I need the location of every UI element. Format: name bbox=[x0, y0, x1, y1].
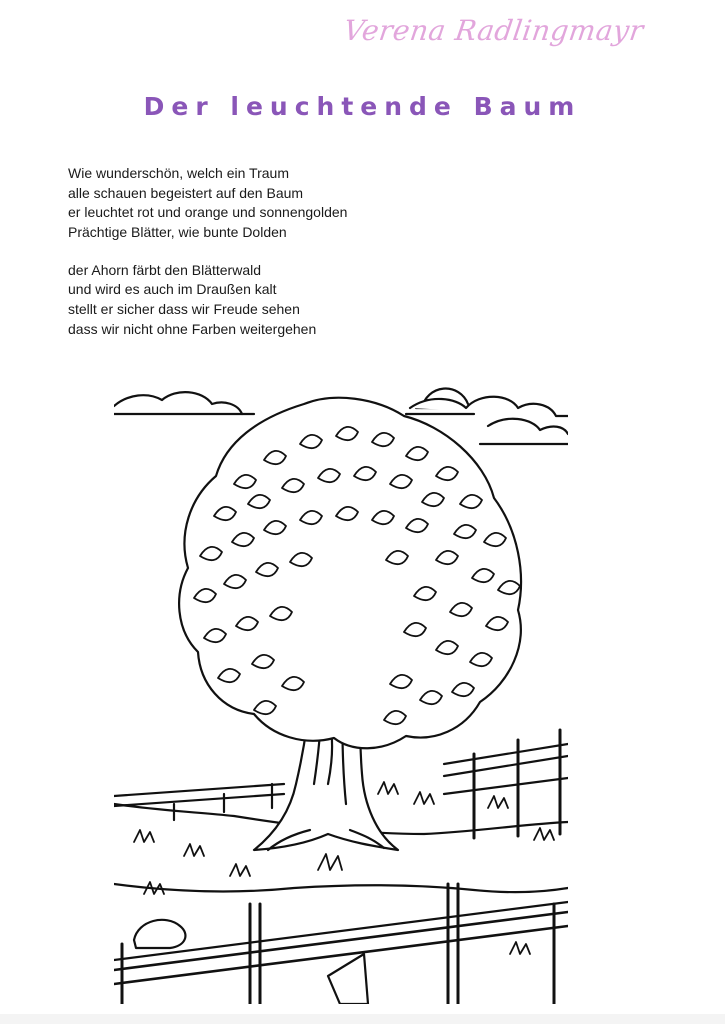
poem-stanza bbox=[68, 164, 347, 242]
tree-crown bbox=[179, 398, 521, 749]
page-bottom-margin bbox=[0, 1014, 725, 1024]
poem-line: der Ahorn färbt den Blätterwald bbox=[68, 261, 262, 278]
cloud-icon bbox=[114, 392, 254, 414]
poem-line: dass wir nicht ohne Farben weitergehen bbox=[68, 320, 317, 337]
poem-line: Prächtige Blätter, wie bunte Dolden bbox=[68, 223, 287, 240]
poem bbox=[68, 164, 347, 358]
poem-stanza bbox=[68, 261, 347, 339]
right-fence bbox=[444, 730, 568, 838]
poem-line: stellt er sicher dass wir Freude sehen bbox=[68, 301, 300, 318]
page-title: Der leuchtende Baum bbox=[143, 92, 582, 121]
poem-line: er leuchtet rot und orange und sonnengolden bbox=[68, 204, 348, 221]
poem-line: und wird es auch im Draußen kalt bbox=[68, 281, 277, 298]
poem-line: alle schauen begeistert auf den Baum bbox=[68, 184, 304, 201]
rock-icon bbox=[134, 920, 185, 948]
tree-coloring-illustration bbox=[114, 364, 568, 1004]
author-signature: Verena Radlingmayr bbox=[341, 14, 646, 47]
back-fence-left bbox=[114, 784, 284, 820]
poem-line: Wie wunderschön, welch ein Traum bbox=[68, 165, 289, 181]
